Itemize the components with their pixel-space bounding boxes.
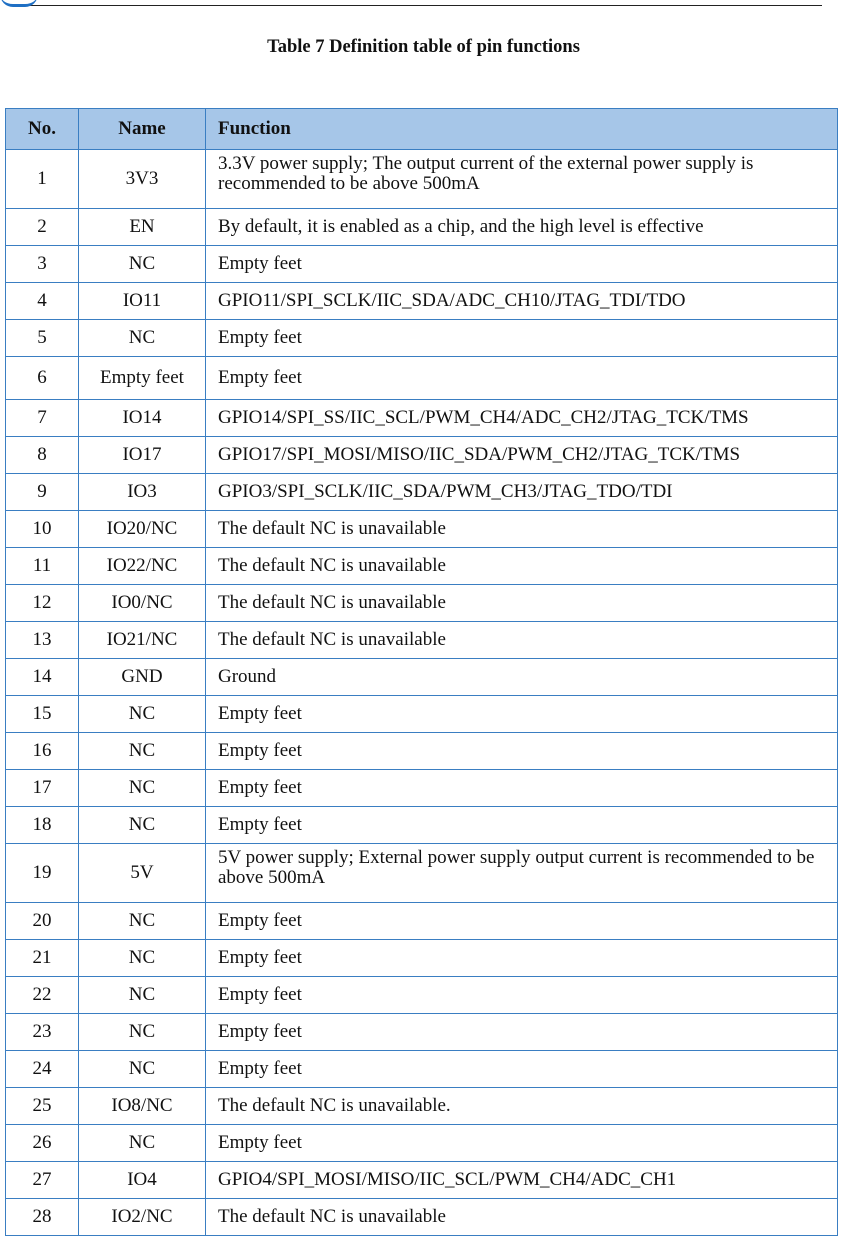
pin-number: 25 — [6, 1088, 79, 1125]
table-row — [6, 474, 838, 511]
pin-function: Empty feet — [206, 733, 838, 770]
pin-number: 2 — [6, 209, 79, 246]
table-row — [6, 1125, 838, 1162]
pin-function: The default NC is unavailable — [206, 548, 838, 585]
pin-name: NC — [79, 1125, 206, 1162]
table-row — [6, 622, 838, 659]
pin-number: 28 — [6, 1199, 79, 1236]
table-row — [6, 1162, 838, 1199]
pin-name: NC — [79, 977, 206, 1014]
pin-function: Empty feet — [206, 903, 838, 940]
pin-number: 4 — [6, 283, 79, 320]
pin-name: IO14 — [79, 400, 206, 437]
pin-name: IO0/NC — [79, 585, 206, 622]
table-row — [6, 283, 838, 320]
pin-number: 16 — [6, 733, 79, 770]
table-row — [6, 548, 838, 585]
pin-name: NC — [79, 1014, 206, 1051]
pin-function: Empty feet — [206, 357, 838, 400]
pin-function: GPIO3/SPI_SCLK/IIC_SDA/PWM_CH3/JTAG_TDO/TDI — [206, 474, 838, 511]
pin-number: 6 — [6, 357, 79, 400]
table-row — [6, 733, 838, 770]
pin-number: 17 — [6, 770, 79, 807]
pin-function: Empty feet — [206, 977, 838, 1014]
table-row — [6, 585, 838, 622]
pin-function: By default, it is enabled as a chip, and the high level is effective — [206, 209, 838, 246]
pin-number: 18 — [6, 807, 79, 844]
table-row — [6, 977, 838, 1014]
pin-number: 23 — [6, 1014, 79, 1051]
pin-name: NC — [79, 733, 206, 770]
pin-function: Empty feet — [206, 940, 838, 977]
pin-name: IO4 — [79, 1162, 206, 1199]
pin-function: The default NC is unavailable — [206, 585, 838, 622]
table-row — [6, 400, 838, 437]
pin-name: IO11 — [79, 283, 206, 320]
pin-function: 5V power supply; External power supply output current is recommended to be above 500mA — [206, 844, 838, 903]
pin-function: Empty feet — [206, 807, 838, 844]
table-row — [6, 1088, 838, 1125]
pin-function: GPIO11/SPI_SCLK/IIC_SDA/ADC_CH10/JTAG_TDI/TDO — [206, 283, 838, 320]
table-row — [6, 1051, 838, 1088]
pin-name: IO3 — [79, 474, 206, 511]
pin-name: IO17 — [79, 437, 206, 474]
pin-name: IO21/NC — [79, 622, 206, 659]
pin-number: 9 — [6, 474, 79, 511]
table-header-row — [6, 109, 838, 150]
pin-function: The default NC is unavailable — [206, 511, 838, 548]
pin-number: 14 — [6, 659, 79, 696]
pin-number: 12 — [6, 585, 79, 622]
pin-function-table — [5, 108, 838, 1236]
table-row — [6, 940, 838, 977]
pin-number: 15 — [6, 696, 79, 733]
pin-function: Empty feet — [206, 770, 838, 807]
column-header-name: Name — [79, 109, 206, 150]
pin-name: IO2/NC — [79, 1199, 206, 1236]
table-row — [6, 357, 838, 400]
pin-function: 3.3V power supply; The output current of the external power supply is recommended to be above 500mA — [206, 150, 838, 209]
table-row — [6, 659, 838, 696]
table-row — [6, 1014, 838, 1051]
table-row — [6, 437, 838, 474]
pin-number: 11 — [6, 548, 79, 585]
pin-function: Ground — [206, 659, 838, 696]
pin-function: Empty feet — [206, 1125, 838, 1162]
table-row — [6, 246, 838, 283]
header-rule — [16, 5, 822, 6]
pin-name: NC — [79, 770, 206, 807]
pin-name: NC — [79, 320, 206, 357]
table-row — [6, 844, 838, 903]
table-row — [6, 770, 838, 807]
pin-name: EN — [79, 209, 206, 246]
column-header-function: Function — [206, 109, 838, 150]
pin-function: The default NC is unavailable — [206, 1199, 838, 1236]
pin-function: Empty feet — [206, 246, 838, 283]
table-row — [6, 511, 838, 548]
pin-number: 24 — [6, 1051, 79, 1088]
pin-number: 10 — [6, 511, 79, 548]
pin-name: NC — [79, 246, 206, 283]
table-row — [6, 209, 838, 246]
pin-name: NC — [79, 1051, 206, 1088]
pin-number: 21 — [6, 940, 79, 977]
pin-name: NC — [79, 696, 206, 733]
pin-number: 22 — [6, 977, 79, 1014]
pin-function: Empty feet — [206, 696, 838, 733]
table-row — [6, 320, 838, 357]
pin-function: GPIO17/SPI_MOSI/MISO/IIC_SDA/PWM_CH2/JTAG_TCK/TMS — [206, 437, 838, 474]
table-row — [6, 903, 838, 940]
pin-name: NC — [79, 807, 206, 844]
pin-number: 8 — [6, 437, 79, 474]
pin-name: 5V — [79, 844, 206, 903]
pin-function: Empty feet — [206, 1051, 838, 1088]
pin-name: IO22/NC — [79, 548, 206, 585]
pin-function: GPIO14/SPI_SS/IIC_SCL/PWM_CH4/ADC_CH2/JTAG_TCK/TMS — [206, 400, 838, 437]
pin-number: 13 — [6, 622, 79, 659]
pin-number: 19 — [6, 844, 79, 903]
pin-number: 26 — [6, 1125, 79, 1162]
pin-name: GND — [79, 659, 206, 696]
table-row — [6, 807, 838, 844]
pin-function: The default NC is unavailable. — [206, 1088, 838, 1125]
pin-function: The default NC is unavailable — [206, 622, 838, 659]
pin-function: Empty feet — [206, 1014, 838, 1051]
pin-number: 3 — [6, 246, 79, 283]
pin-name: 3V3 — [79, 150, 206, 209]
pin-name: IO8/NC — [79, 1088, 206, 1125]
pin-number: 7 — [6, 400, 79, 437]
table-row — [6, 150, 838, 209]
table-row — [6, 696, 838, 733]
pin-name: NC — [79, 940, 206, 977]
pin-number: 20 — [6, 903, 79, 940]
pin-number: 1 — [6, 150, 79, 209]
pin-number: 5 — [6, 320, 79, 357]
page-title: Table 7 Definition table of pin functions — [267, 37, 580, 57]
pin-name: NC — [79, 903, 206, 940]
pin-function: Empty feet — [206, 320, 838, 357]
table-row — [6, 1199, 838, 1236]
pin-name: IO20/NC — [79, 511, 206, 548]
pin-number: 27 — [6, 1162, 79, 1199]
pin-function: GPIO4/SPI_MOSI/MISO/IIC_SCL/PWM_CH4/ADC_CH1 — [206, 1162, 838, 1199]
column-header-no: No. — [6, 109, 79, 150]
pin-name: Empty feet — [79, 357, 206, 400]
